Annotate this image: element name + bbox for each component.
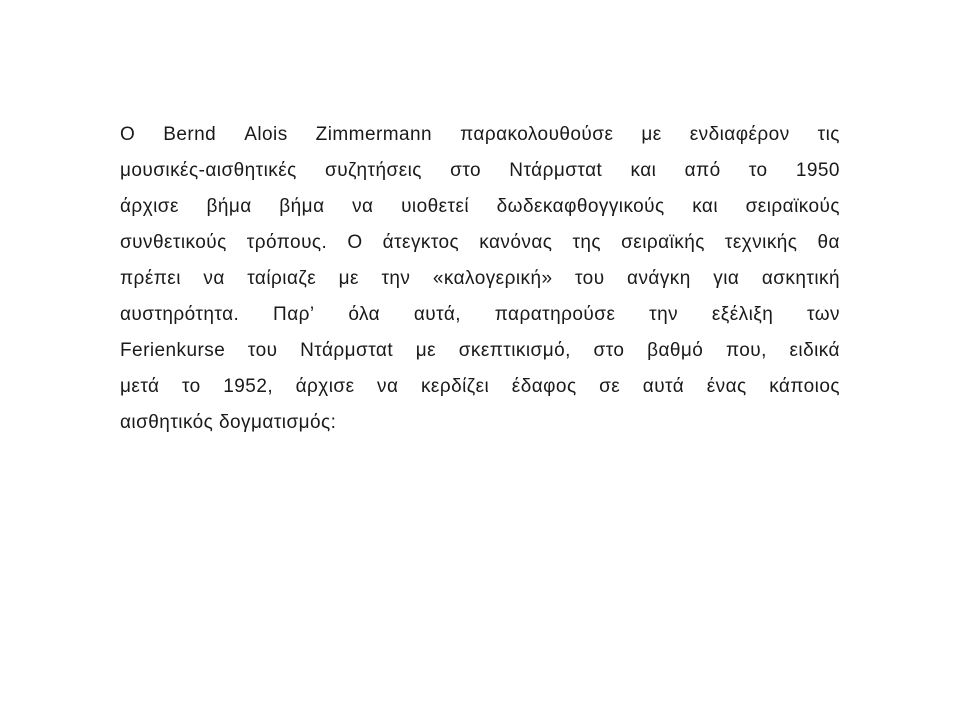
word: άρχισε [295, 376, 355, 397]
word: σειραϊκούς [745, 196, 840, 217]
word: αυτά [642, 376, 685, 397]
word: της [572, 232, 602, 253]
word: ανάγκη [627, 268, 691, 289]
word: Ferienkurse [120, 340, 226, 361]
word: για [713, 268, 740, 289]
word: του [575, 268, 605, 289]
word: σκεπτικισμό, [458, 340, 571, 361]
word: να [352, 196, 374, 217]
word: τρόπους. [246, 232, 328, 253]
word: μετά [120, 376, 160, 397]
word: «καλογερική» [432, 268, 553, 289]
word: Ντάρμσταt [509, 160, 603, 181]
word: έδαφος [511, 376, 577, 397]
word: να [377, 376, 399, 397]
word: πρέπει [120, 268, 181, 289]
word: αυστηρότητα. [120, 304, 240, 325]
word: Zimmermann [315, 124, 433, 145]
word: συζητήσεις [325, 160, 422, 181]
word: ταίριαζε [247, 268, 317, 289]
paragraph-line-8 [120, 369, 840, 405]
word: με [415, 340, 437, 361]
word: στο [593, 340, 625, 361]
word: παρατηρούσε [494, 304, 616, 325]
word: βήμα [279, 196, 325, 217]
word: ασκητική [761, 268, 840, 289]
paragraph-line-2 [120, 153, 840, 189]
word: βαθμό [647, 340, 704, 361]
word: άτεγκτος [382, 232, 460, 253]
word: των [807, 304, 840, 325]
paragraph-line-1 [120, 117, 840, 153]
word: 1952, [223, 376, 274, 397]
word: Παρ’ [273, 304, 315, 325]
word: Ντάρμσταt [300, 340, 394, 361]
word: με [338, 268, 359, 289]
paragraph-line-5 [120, 261, 840, 297]
word: υιοθετεί [401, 196, 470, 217]
word: σειραϊκής [621, 232, 705, 253]
word: κανόνας [479, 232, 553, 253]
word: στο [450, 160, 482, 181]
word: την [649, 304, 679, 325]
word: Bernd [163, 124, 217, 145]
word: κερδίζει [420, 376, 490, 397]
word: και [692, 196, 719, 217]
word: να [203, 268, 225, 289]
word: Ο [120, 124, 136, 145]
word: Ο [347, 232, 363, 253]
word: και [630, 160, 657, 181]
word: σε [599, 376, 621, 397]
word: την [381, 268, 411, 289]
word: συνθετικούς [120, 232, 227, 253]
word: 1950 [795, 160, 840, 181]
paragraph-line-4 [120, 225, 840, 261]
word: τις [817, 124, 840, 145]
word: παρακολουθούσε [460, 124, 614, 145]
word: από [684, 160, 721, 181]
paragraph-line-3 [120, 189, 840, 225]
word: όλα [348, 304, 381, 325]
word: άρχισε [120, 196, 179, 217]
word: τεχνικής [724, 232, 798, 253]
word: με [641, 124, 662, 145]
word: ειδικά [789, 340, 840, 361]
paragraph-line-7 [120, 333, 840, 369]
word: αυτά, [413, 304, 461, 325]
paragraph-line-9: αισθητικός δογματισμός: [120, 412, 337, 433]
word: ένας [706, 376, 747, 397]
word: το [748, 160, 768, 181]
word: βήμα [206, 196, 252, 217]
word: το [182, 376, 201, 397]
word: ενδιαφέρον [689, 124, 790, 145]
word: θα [817, 232, 840, 253]
word: του [247, 340, 278, 361]
word: Alois [244, 124, 288, 145]
word: που, [725, 340, 767, 361]
word: δωδεκαφθογγικούς [496, 196, 665, 217]
paragraph [120, 117, 840, 441]
word: εξέλιξη [711, 304, 774, 325]
word: μουσικές-αισθητικές [120, 160, 297, 181]
paragraph-line-6 [120, 297, 840, 333]
word: κάποιος [769, 376, 840, 397]
